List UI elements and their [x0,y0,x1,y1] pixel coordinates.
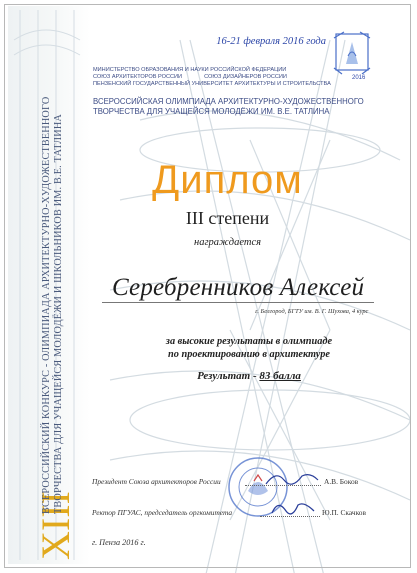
sidebar-line-1: ВСЕРОССИЙСКИЙ КОНКУРС - ОЛИМПИАДА АРХИТЕКТУРНО-ХУДОЖЕСТВЕННОГО [41,96,52,514]
place-date: г. Пенза 2016 г. [92,538,146,547]
signature-2-icon [268,497,318,521]
organizer-ministry: МИНИСТЕРСТВО ОБРАЗОВАНИЯ И НАУКИ РОССИЙСКОЙ ФЕДЕРАЦИИ [93,67,287,73]
organizers-block [93,67,331,88]
recipient-affiliation: г. Белгород, БГТУ им. В. Г. Шухова, 4 курс [255,308,369,315]
olympiad-title [93,97,364,117]
event-date: 16-21 февраля 2016 года [216,36,326,47]
olympiad-title-line-2: ТВОРЧЕСТВА ДЛЯ УЧАЩЕЙСЯ МОЛОДЁЖИ ИМ. В.Е. ТАТЛИНА [93,107,330,116]
signature-1-name: А.В. Боков [324,477,359,486]
sidebar-vertical-text [32,20,84,560]
name-underline [102,302,374,303]
sidebar-line-2: ТВОРЧЕСТВА ДЛЯ УЧАЩЕЙСЯ МОЛОДЁЖИ И ШКОЛЬНИКОВ ИМ. В.Е. ТАТЛИНА [53,114,64,514]
signature-1-title: Президент Союза архитекторов России [92,477,221,486]
diploma-degree: III степени [185,208,270,228]
olympiad-title-line-1: ВСЕРОССИЙСКАЯ ОЛИМПИАДА АРХИТЕКТУРНО-ХУДОЖЕСТВЕННОГО [93,97,364,106]
organizer-designers: СОЮЗ ДИЗАЙНЕРОВ РОССИИ [204,74,287,80]
signature-2-name: Ю.П. Скачков [322,508,366,517]
award-reason-line-1: за высокие результаты в олимпиаде [165,336,333,347]
result-line [94,370,404,382]
result-score: 83 балла [259,370,301,382]
award-reason [94,335,404,361]
awarded-label: награждается [193,237,262,248]
sidebar-number: XIII [33,491,78,560]
award-reason-line-2: по проектированию в архитектуре [168,349,330,360]
result-label: Результат - [197,370,260,382]
signature-1-line [245,485,321,486]
signature-2-line [260,516,320,517]
olympiad-logo-icon [330,28,374,80]
recipient-name: Серебренников Алексей [112,274,365,301]
organizer-architects: СОЮЗ АРХИТЕКТОРОВ РОССИИ [93,74,183,80]
organizer-university: ПЕНЗЕНСКИЙ ГОСУДАРСТВЕННЫЙ УНИВЕРСИТЕТ АРХИТЕКТУРЫ И СТРОИТЕЛЬСТВА [93,81,331,87]
signature-1-icon [262,466,322,490]
diploma-title: Диплом [152,158,303,202]
signature-2-title: Ректор ПГУАС, председатель оргкомитета [92,508,233,517]
logo-year: 2016 [352,75,366,81]
